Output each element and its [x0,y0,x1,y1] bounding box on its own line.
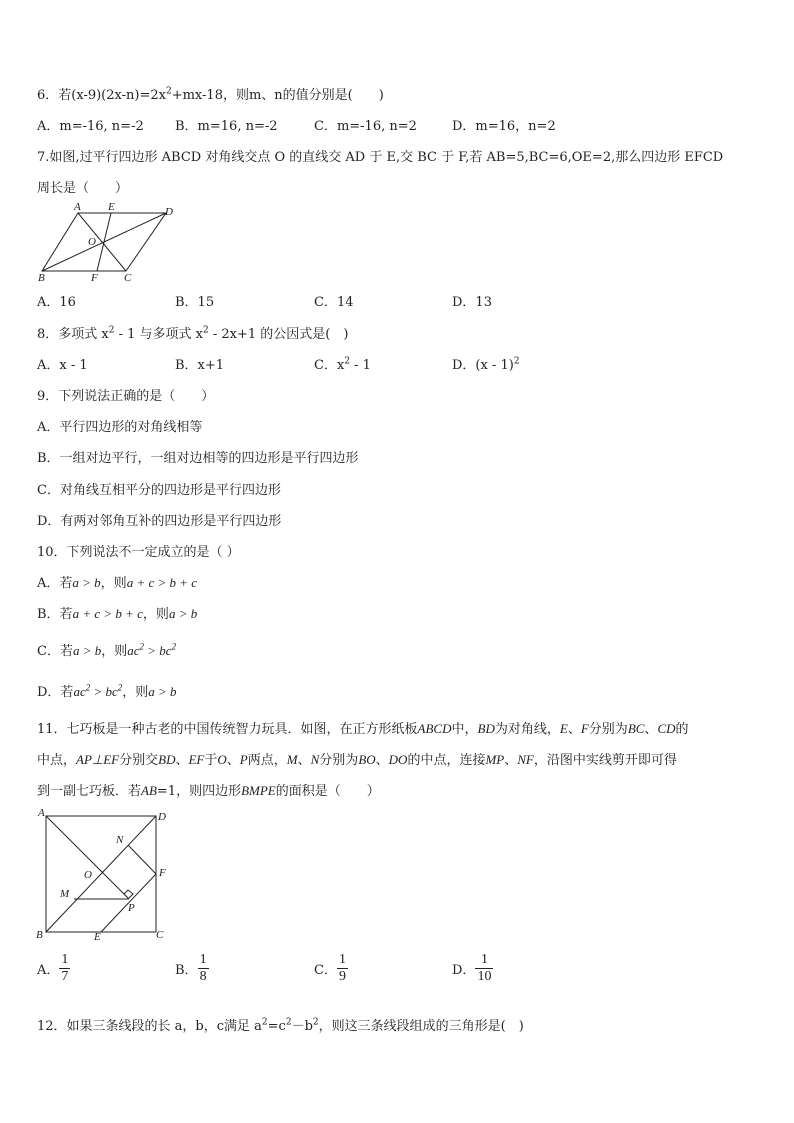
q6-option-a[interactable]: A．m=-16, n=-2 [37,119,144,134]
q11-stem-line3: 到一副七巧板．若AB=1，则四边形BMPE的面积是（ ） [37,783,380,799]
q7-label-f: F [91,272,98,284]
q10-option-c[interactable]: C．若a > b，则$ac^2 > bc^2$ [37,641,177,659]
q11-right-angle-mark [124,890,133,898]
q7-label-d: D [165,206,173,218]
q9-option-a[interactable]: A．平行四边形的对角线相等 [37,420,203,435]
q11-stem-line2: 中点，AP⊥EF分别交BD、EF于O、P两点，M、N分别为BO、DO的中点，连接MP、NF，沿图中实线剪开即可得 [37,752,677,768]
q7-label-o: O [88,236,96,248]
q10-option-a[interactable]: A．若a > b，则a + c > b + c [37,575,198,591]
q11-label-d: D [158,811,166,823]
q6-option-b[interactable]: B．m=16, n=-2 [175,119,278,134]
q8-option-a[interactable]: A．x - 1 [37,358,88,373]
q8-stem: 8．多项式 $x^2 - 1$ 与多项式 $x^2 - 2x+1$ 的公因式是( ) [37,325,349,342]
q11-label-n: N [116,834,124,846]
q11-label-m: M [60,888,70,900]
q9-stem: 9．下列说法正确的是（ ） [37,389,215,404]
q7-label-a: A [74,201,81,213]
q7-stem-line1: 7.如图,过平行四边形 ABCD 对角线交点 O 的直线交 AD 于 E,交 BC 于 F,若 AB=5,BC=6,OE=2,那么四边形 EFCD [37,150,724,165]
q11-tangram-figure [36,808,181,943]
q11-label-c: C [156,929,164,941]
q9-option-d[interactable]: D．有两对邻角互补的四边形是平行四边形 [37,514,282,529]
q11-diagonal-bd [46,816,156,932]
q8-option-c[interactable]: C．$x^2 - 1$ [314,356,371,373]
q11-label-b: B [36,929,43,941]
q7-option-b[interactable]: B．15 [175,295,215,310]
q7-label-e: E [108,201,115,213]
q11-label-f: F [159,867,166,879]
q7-diagonal-ac [78,213,126,271]
q7-label-b: B [38,272,45,284]
q7-option-a[interactable]: A．16 [37,295,76,310]
q10-option-d[interactable]: D．若$ac^2 > bc^2$，则a > b [37,682,177,700]
q11-label-e: E [94,931,101,943]
q7-line-ef [97,213,111,271]
q11-label-p: P [128,902,135,914]
q8-option-d[interactable]: D．(x - 1)$^2$ [452,356,520,373]
q11-line-nf [128,845,156,874]
q11-label-a: A [38,807,45,819]
q11-stem-line1: 11．七巧板是一种古老的中国传统智力玩具．如图，在正方形纸板ABCD中，BD为对角线，E、F分别为BC、CD的 [37,721,689,737]
q11-label-o: O [84,869,92,881]
q9-option-b[interactable]: B．一组对边平行，一组对边相等的四边形是平行四边形 [37,451,359,466]
q7-stem-line2: 周长是（ ） [37,181,129,196]
q8-option-b[interactable]: B．x+1 [175,358,225,373]
q12-stem: 12．如果三条线段的长 a，b，c满足 $a^2=c^2-b^2$，则这三条线段组成的三角形是( ) [37,1017,524,1034]
q6-option-c[interactable]: C．m=-16, n=2 [314,119,417,134]
q6-stem: 6．若$(x-9)(2x-n)=2x^2+mx-18$，则m、n的值分别是( ) [37,86,384,103]
q9-option-c[interactable]: C．对角线互相平分的四边形是平行四边形 [37,483,281,498]
q11-option-d[interactable]: D． $\frac{1}{10}$ [452,952,492,984]
q7-parallelogram-figure [38,203,178,283]
q11-option-c[interactable]: C． $\frac{1}{9}$ [314,952,346,984]
q10-option-b[interactable]: B．若a + c > b + c，则a > b [37,606,198,622]
q7-label-c: C [124,272,132,284]
q6-option-d[interactable]: D．m=16，n=2 [452,119,556,134]
q10-stem: 10．下列说法不一定成立的是（ ） [37,545,240,560]
q7-option-c[interactable]: C．14 [314,295,354,310]
q11-option-a[interactable]: A． $\frac{1}{7}$ [37,952,69,984]
q7-option-d[interactable]: D．13 [452,295,492,310]
q11-option-b[interactable]: B． $\frac{1}{8}$ [175,952,207,984]
